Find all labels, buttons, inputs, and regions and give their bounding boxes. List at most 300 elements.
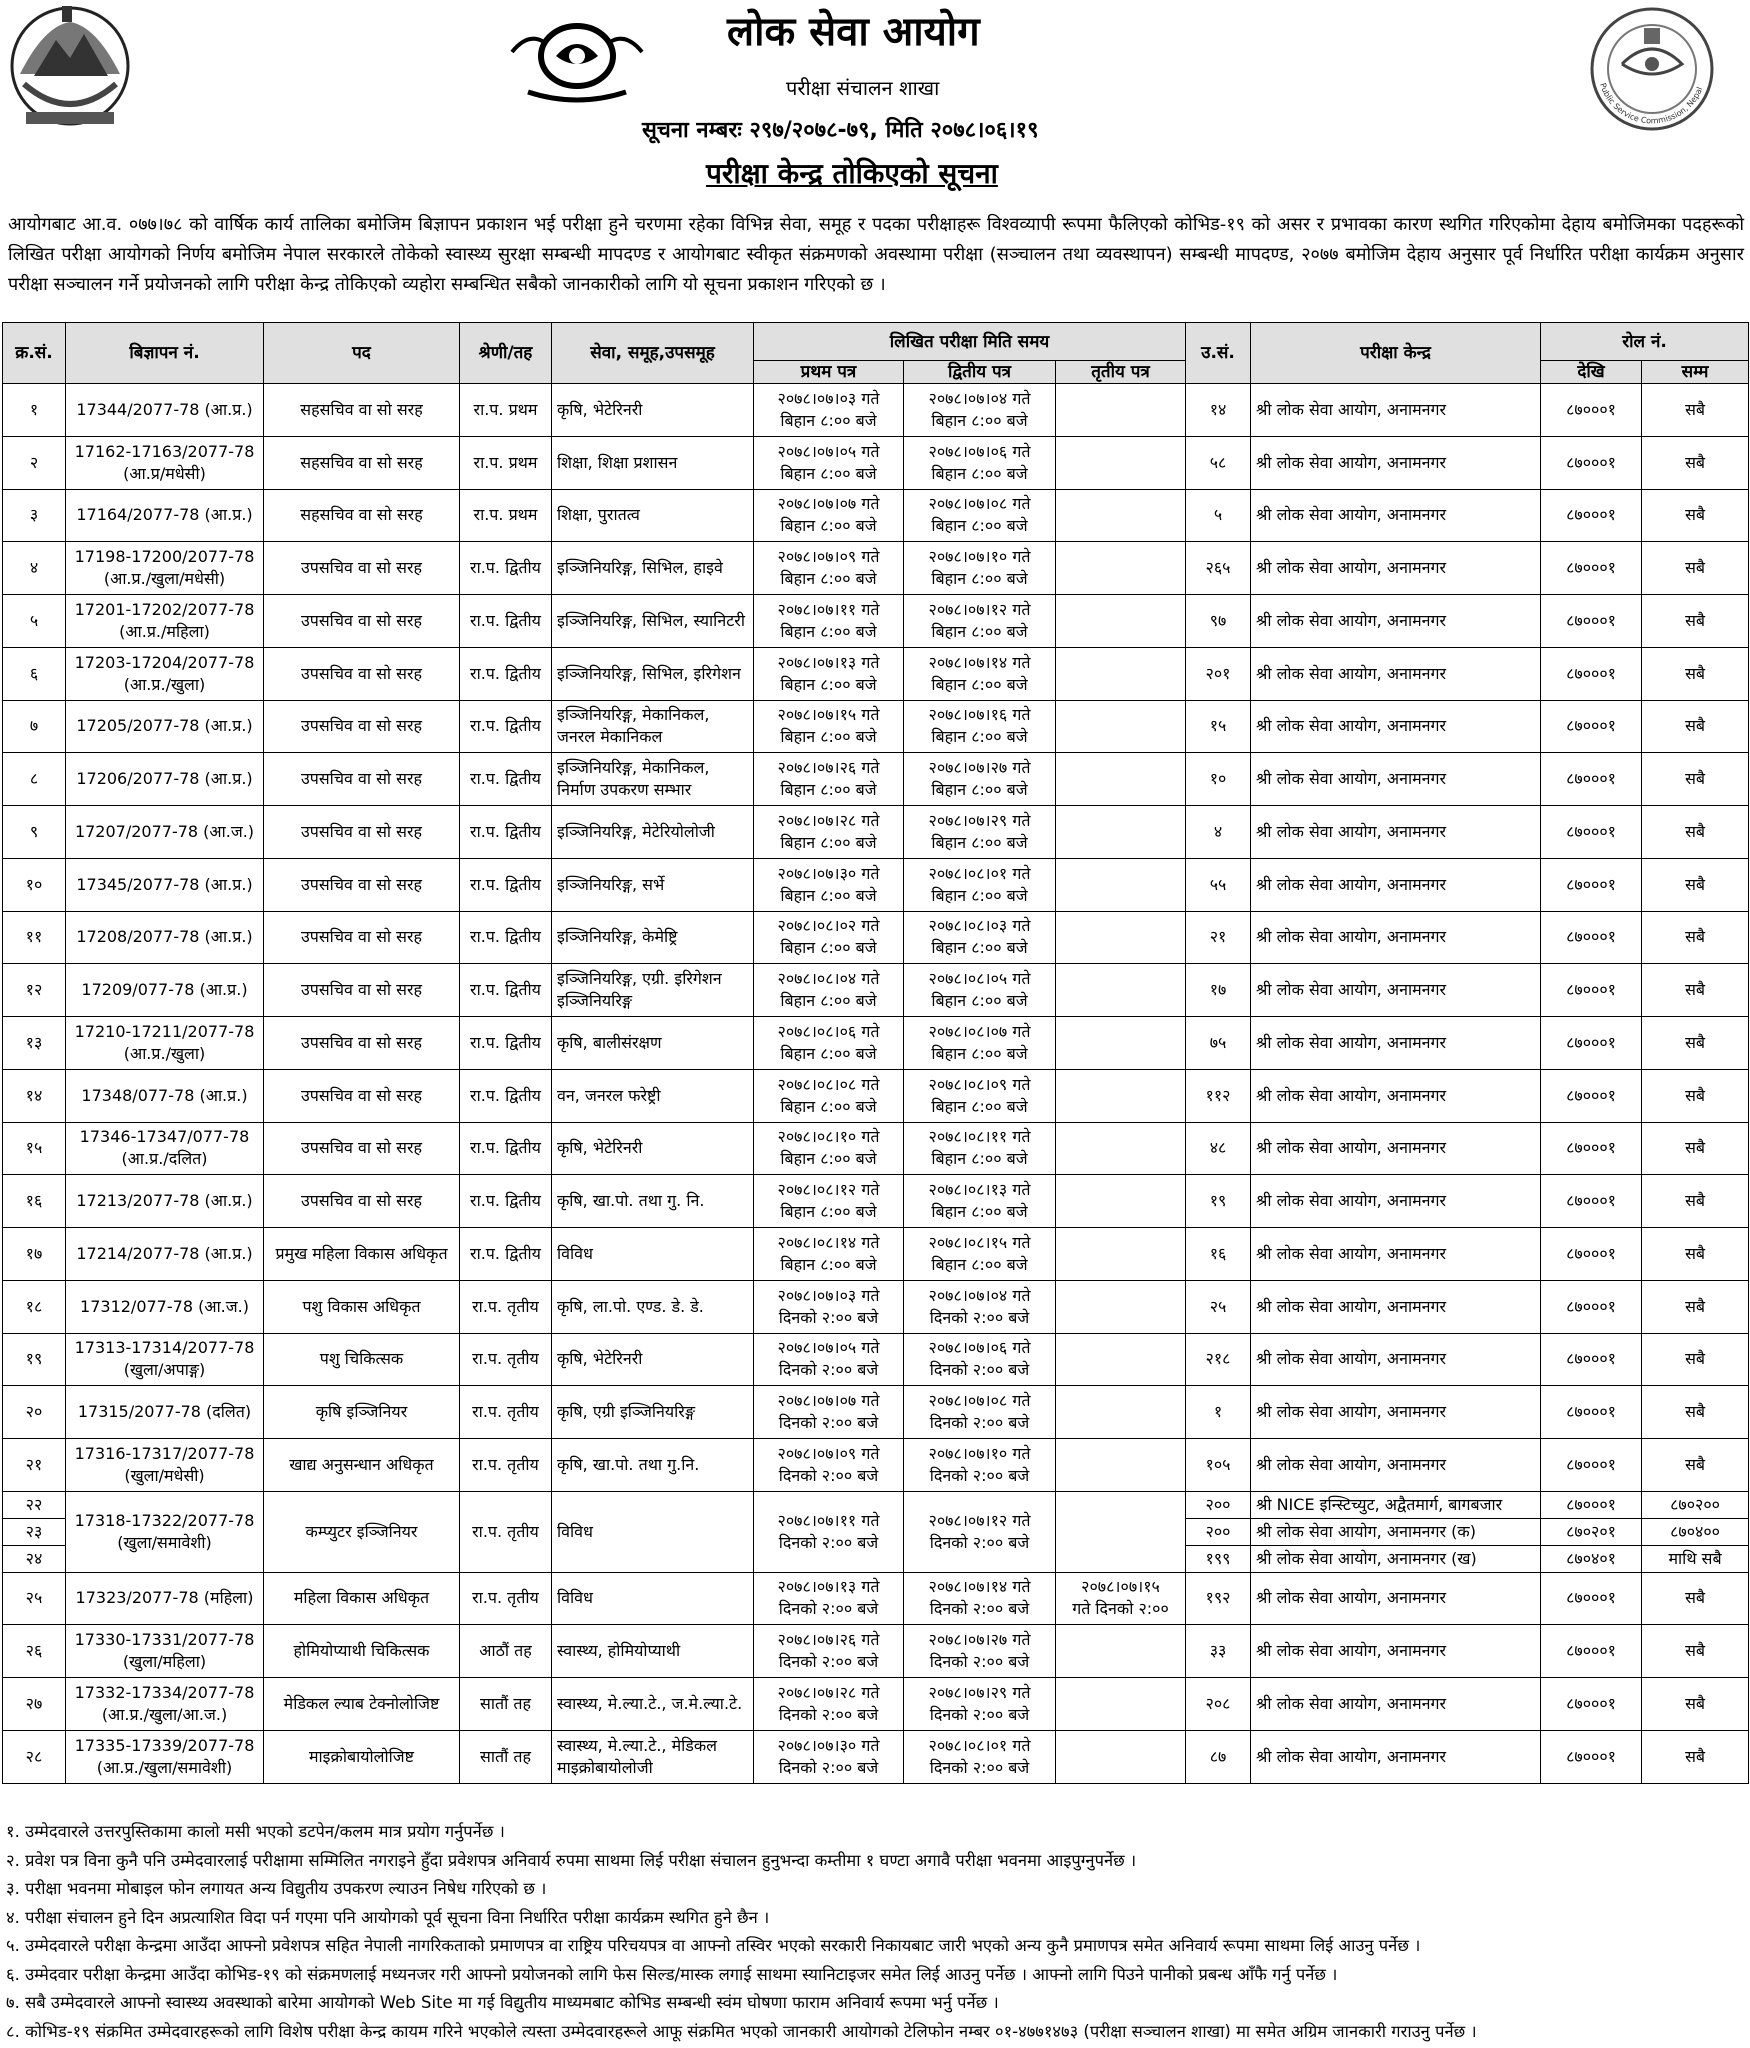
row-level [460, 542, 552, 595]
row-level [460, 489, 552, 542]
row-service-text: स्वास्थ्य, मे.ल्या.टे., ज.मे.ल्या.टे. [557, 1693, 743, 1713]
note-item: १. उम्मेदवारले उत्तरपुस्तिकामा कालो मसी भएको डटपेन/कलम मात्र प्रयोग गर्नुपर्नेछ । [6, 1822, 505, 1841]
row-center [1251, 1625, 1541, 1678]
row-center-text: श्री लोक सेवा आयोग, अनामनगर [1256, 716, 1447, 736]
row-candidates-text: २५ [1209, 1296, 1227, 1316]
row-center-text: श्री लोक सेवा आयोग, अनामनगर [1256, 1243, 1447, 1263]
row-ad-no [66, 753, 264, 806]
row-paper2 [904, 1386, 1056, 1439]
header-ad-no: बिज्ञापन नं. [66, 323, 264, 384]
row-candidates [1186, 1439, 1251, 1492]
row-level [460, 1069, 552, 1122]
row-level [460, 1730, 552, 1783]
row-center [1251, 1678, 1541, 1731]
table-row [3, 1280, 1749, 1333]
row-post-text: उपसचिव वा सो सरह [301, 927, 422, 947]
row-paper1-text: २०७८।०७।०९ गते [777, 1443, 880, 1463]
row-paper1-text: बिहान ८:०० बजे [780, 1254, 877, 1274]
row-roll-to-text: सबै [1685, 1588, 1706, 1608]
row-post [264, 858, 460, 911]
row-center-text: श्री लोक सेवा आयोग, अनामनगर [1256, 1191, 1447, 1211]
table-row [3, 1625, 1749, 1678]
row-roll-from-text: ८७०००१ [1566, 1138, 1616, 1158]
row-ad-no-text: 17164/2077-78 (आ.प्र.) [76, 505, 253, 525]
row-sn [3, 964, 66, 1017]
note-item: ७. सबै उम्मेदवारले आफ्नो स्वास्थ्य अवस्थाको बारेमा आयोगको Web Site मा गई विद्युतीय माध्यमबाट कोभिड सम्बन्धी स्वंम घोषणा फाराम अनिवार्य रूपमा भर्नु पर्नेछ । [6, 1993, 999, 2012]
row-ad-no [66, 1122, 264, 1175]
row-paper1-text: २०७८।०७।०५ गते [777, 1338, 880, 1358]
row-paper1-text: २०७८।०७।२८ गते [777, 1682, 880, 1702]
row-center-text: श्री लोक सेवा आयोग, अनामनगर [1256, 610, 1447, 630]
table-row [3, 1730, 1749, 1783]
row-roll-from [1541, 1280, 1642, 1333]
row-ad-no [66, 1439, 264, 1492]
row-roll-to-text: सबै [1685, 558, 1706, 578]
row-level [460, 595, 552, 648]
row-ad-no [66, 1069, 264, 1122]
row-candidates [1186, 1122, 1251, 1175]
table-row [3, 1228, 1749, 1281]
row-roll-from-text: ८७०००१ [1566, 505, 1616, 525]
row-paper1-text: २०७८।०७।०३ गते [777, 1285, 880, 1305]
row-ad-no [66, 647, 264, 700]
row-paper2-text: बिहान ८:०० बजे [931, 991, 1028, 1011]
row-roll-to [1642, 542, 1749, 595]
row-paper3 [1056, 1439, 1186, 1492]
row-service-text: कृषि, भेटेरिनरी [557, 399, 643, 419]
row-level-text: सातौं तह [480, 1746, 531, 1766]
row-paper1 [754, 436, 904, 489]
row-paper2-text: २०७८।०७।१६ गते [928, 705, 1031, 725]
row-paper2 [904, 1491, 1056, 1572]
row-center-text: श्री लोक सेवा आयोग, अनामनगर [1256, 821, 1447, 841]
row-paper1 [754, 489, 904, 542]
nepal-emblem-icon [4, 4, 136, 132]
row-roll-from-text: ८७०००१ [1566, 1693, 1616, 1713]
row-center [1251, 436, 1541, 489]
row-level [460, 1439, 552, 1492]
row-post-text: उपसचिव वा सो सरह [301, 980, 422, 1000]
row-center [1251, 1333, 1541, 1386]
row-center [1251, 964, 1541, 1017]
row-candidates-text: २०८ [1205, 1693, 1231, 1713]
row-paper2-text: २०७८।०७।२९ गते [928, 1682, 1031, 1702]
row-level-text: आठौं तह [479, 1641, 532, 1661]
row-candidates-text: १६ [1209, 1243, 1227, 1263]
row-sn-text: ६ [29, 663, 39, 683]
row-roll-from-text: ८७०००१ [1566, 1032, 1616, 1052]
row-paper3 [1056, 1572, 1186, 1625]
row-paper3 [1056, 489, 1186, 542]
row-sn-text: १३ [25, 1032, 43, 1052]
row-paper2 [904, 911, 1056, 964]
row-level [460, 911, 552, 964]
row-paper2 [904, 1572, 1056, 1625]
row-roll-to-text: सबै [1685, 1243, 1706, 1263]
row-roll-to [1642, 1678, 1749, 1731]
row-ad-no [66, 489, 264, 542]
exam-center-table [2, 322, 1749, 1784]
row-level [460, 1625, 552, 1678]
row-paper2-text: बिहान ८:०० बजे [931, 569, 1028, 589]
row-roll-from-text: ८७०००१ [1566, 663, 1616, 683]
row-paper1-text: दिनको २:०० बजे [778, 1532, 879, 1552]
row-post-text: उपसचिव वा सो सरह [301, 769, 422, 789]
row-center [1251, 858, 1541, 911]
header-written-exam: लिखित परीक्षा मिति समय [754, 323, 1186, 361]
row-sn-text: २६ [25, 1641, 43, 1661]
row-roll-to [1642, 1175, 1749, 1228]
row-paper2 [904, 1069, 1056, 1122]
row-level [460, 1491, 552, 1572]
row-sn [3, 1280, 66, 1333]
row-paper1 [754, 1678, 904, 1731]
row-candidates [1186, 384, 1251, 437]
row-candidates [1186, 700, 1251, 753]
row-candidates-text: ८७ [1209, 1746, 1227, 1766]
row-roll-to [1642, 1069, 1749, 1122]
header-sn: क्र.सं. [3, 323, 66, 384]
row-paper2 [904, 1625, 1056, 1678]
row-ad-no [66, 384, 264, 437]
row-paper3 [1056, 1730, 1186, 1783]
row-center-text: श्री लोक सेवा आयोग, अनामनगर [1256, 1032, 1447, 1052]
row-paper1-text: २०७८।०७।११ गते [777, 599, 880, 619]
row-sn-text: १२ [25, 980, 43, 1000]
row-paper2-text: बिहान ८:०० बजे [931, 516, 1028, 536]
row-service-text: इञ्जिनियरिङ्ग, एग्री. इरिगेशन इञ्जिनियरिङ्ग [557, 969, 722, 1011]
row-post [264, 1730, 460, 1783]
row-level [460, 753, 552, 806]
row-post-text: उपसचिव वा सो सरह [301, 1085, 422, 1105]
row-post-text: सहसचिव वा सो सरह [300, 399, 423, 419]
row-roll-to-text: सबै [1685, 452, 1706, 472]
row-roll-to [1642, 1730, 1749, 1783]
row-candidates-text: ११२ [1205, 1085, 1231, 1105]
row-ad-no-text: 17312/077-78 (आ.ज.) [80, 1296, 249, 1316]
row-post [264, 489, 460, 542]
row-level-text: रा.प. तृतीय [472, 1402, 539, 1422]
row-paper2-text: २०७८।०७।०४ गते [928, 388, 1031, 408]
row-level-text: रा.प. द्वितीय [470, 1243, 541, 1263]
row-roll-to [1642, 436, 1749, 489]
row-paper3 [1056, 753, 1186, 806]
row-paper1-text: २०७८।०७।०९ गते [777, 547, 880, 567]
row-sn-text: २३ [25, 1521, 43, 1541]
row-paper2 [904, 542, 1056, 595]
row-center [1251, 806, 1541, 859]
row-center [1251, 647, 1541, 700]
notice-title: परीक्षा केन्द्र तोकिएको सूचना [706, 157, 998, 190]
row-paper1 [754, 1228, 904, 1281]
row-ad-no [66, 806, 264, 859]
row-sn-text: १७ [25, 1243, 43, 1263]
row-paper2 [904, 1439, 1056, 1492]
row-roll-to [1642, 1228, 1749, 1281]
row-level-text: रा.प. तृतीय [472, 1349, 539, 1369]
row-paper2-text: बिहान ८:०० बजे [931, 780, 1028, 800]
row-sn-text: २ [29, 452, 39, 472]
row-service-text: कृषि, बालीसंरक्षण [557, 1032, 662, 1052]
row-sn [3, 1625, 66, 1678]
row-sn-text: २२ [25, 1494, 43, 1514]
row-roll-to-text: ८७०४०० [1670, 1521, 1720, 1541]
row-service [552, 436, 754, 489]
row-candidates-text: १०५ [1205, 1454, 1231, 1474]
row-paper1-text: २०७८।०८।१० गते [777, 1127, 880, 1147]
row-paper3 [1056, 647, 1186, 700]
row-paper2-text: २०७८।०७।१४ गते [928, 1577, 1031, 1597]
row-candidates [1186, 1625, 1251, 1678]
row-post [264, 1280, 460, 1333]
row-ad-no [66, 1491, 264, 1572]
row-paper1 [754, 1069, 904, 1122]
row-paper3-text: गते दिनको २:०० [1072, 1599, 1169, 1619]
row-sn [3, 700, 66, 753]
row-paper2-text: २०७८।०८।०९ गते [928, 1074, 1031, 1094]
org-name: लोक सेवा आयोग [727, 9, 980, 55]
row-paper2-text: २०७८।०७।२७ गते [928, 758, 1031, 778]
row-candidates-text: ७५ [1209, 1032, 1227, 1052]
row-post [264, 964, 460, 1017]
row-paper2-text: दिनको २:०० बजे [929, 1532, 1030, 1552]
row-sn [3, 384, 66, 437]
row-sn-text: ११ [25, 927, 43, 947]
row-paper2 [904, 436, 1056, 489]
row-post-text: उपसचिव वा सो सरह [301, 1191, 422, 1211]
row-sn [3, 1386, 66, 1439]
header-paper1: प्रथम पत्र [754, 361, 904, 384]
row-paper1 [754, 1572, 904, 1625]
row-candidates-text: २१ [1209, 927, 1227, 947]
row-center-text: श्री लोक सेवा आयोग, अनामनगर (ख) [1256, 1548, 1477, 1568]
row-paper2-text: बिहान ८:०० बजे [931, 1202, 1028, 1222]
table-row [3, 753, 1749, 806]
row-roll-from [1541, 384, 1642, 437]
row-paper3 [1056, 1333, 1186, 1386]
row-sn-text: ५ [29, 610, 39, 630]
row-roll-from [1541, 1439, 1642, 1492]
row-paper2-text: २०७८।०८।११ गते [928, 1127, 1031, 1147]
note-item: ३. परीक्षा भवनमा मोबाइल फोन लगायत अन्य विद्युतीय उपकरण ल्याउन निषेध गरिएको छ । [6, 1879, 547, 1898]
row-candidates-text: २६५ [1205, 558, 1231, 578]
table-row [3, 911, 1749, 964]
row-roll-to-text: सबै [1685, 1138, 1706, 1158]
row-post-text: उपसचिव वा सो सरह [301, 610, 422, 630]
row-roll-from-text: ८७०००१ [1566, 1641, 1616, 1661]
row-candidates-text: १५ [1209, 716, 1227, 736]
row-post-text: कृषि इञ्जिनियर [315, 1402, 408, 1422]
row-level [460, 1572, 552, 1625]
row-paper3 [1056, 1017, 1186, 1070]
row-roll-to [1642, 964, 1749, 1017]
row-ad-no-text: 17209/077-78 (आ.प्र.) [81, 980, 248, 1000]
row-ad-no [66, 436, 264, 489]
row-level-text: रा.प. तृतीय [472, 1454, 539, 1474]
row-post [264, 700, 460, 753]
row-service [552, 1678, 754, 1731]
row-post [264, 1491, 460, 1572]
row-sn-text: २० [25, 1402, 43, 1422]
row-paper2-text: दिनको २:०० बजे [929, 1360, 1030, 1380]
row-paper1-text: २०७८।०८।०८ गते [777, 1074, 880, 1094]
branch-name: परीक्षा संचालन शाखा [786, 76, 940, 100]
row-roll-to-text: सबै [1685, 1296, 1706, 1316]
header-paper3: तृतीय पत्र [1056, 361, 1186, 384]
row-ad-no-text: 17345/2077-78 (आ.प्र.) [76, 874, 253, 894]
row-post [264, 1678, 460, 1731]
row-sn-text: १५ [25, 1138, 43, 1158]
row-service [552, 806, 754, 859]
row-candidates-text: ३३ [1209, 1641, 1227, 1661]
row-paper1-text: २०७८।०७।१५ गते [777, 705, 880, 725]
row-roll-to-text: सबै [1685, 927, 1706, 947]
row-paper1-text: २०७८।०७।३० गते [777, 1735, 880, 1755]
row-center [1251, 1280, 1541, 1333]
row-roll-to [1642, 1625, 1749, 1678]
row-post-text: मेडिकल ल्याब टेक्नोलोजिष्ट [283, 1693, 440, 1713]
row-center [1251, 753, 1541, 806]
row-center [1251, 911, 1541, 964]
row-candidates [1186, 1228, 1251, 1281]
row-service [552, 1491, 754, 1572]
row-candidates-text: ५ [1213, 505, 1223, 525]
row-sn-text: १८ [25, 1296, 43, 1316]
row-paper3 [1056, 700, 1186, 753]
table-row [3, 858, 1749, 911]
row-paper1-text: बिहान ८:०० बजे [780, 569, 877, 589]
row-paper1-text: बिहान ८:०० बजे [780, 1043, 877, 1063]
row-paper2 [904, 964, 1056, 1017]
row-roll-from [1541, 1069, 1642, 1122]
row-candidates [1186, 595, 1251, 648]
row-sn [3, 489, 66, 542]
row-post [264, 1069, 460, 1122]
row-sn [3, 647, 66, 700]
row-paper2 [904, 647, 1056, 700]
row-center [1251, 1122, 1541, 1175]
row-post-text: माइक्रोबायोलोजिष्ट [308, 1746, 415, 1766]
row-candidates-text: २१८ [1205, 1349, 1231, 1369]
row-paper1 [754, 858, 904, 911]
row-paper1-text: बिहान ८:०० बजे [780, 463, 877, 483]
row-service-text: कृषि, खा.पो. तथा गु.नि. [557, 1454, 700, 1474]
row-candidates-text: १९२ [1205, 1588, 1231, 1608]
row-center-text: श्री लोक सेवा आयोग, अनामनगर [1256, 874, 1447, 894]
row-paper3 [1056, 1678, 1186, 1731]
row-paper2 [904, 1122, 1056, 1175]
row-post [264, 1572, 460, 1625]
row-roll-from [1541, 911, 1642, 964]
row-service-text: इञ्जिनियरिङ्ग, मेटेरियोलोजी [557, 821, 715, 841]
row-roll-to [1642, 1518, 1749, 1545]
table-row [3, 1122, 1749, 1175]
row-paper1-text: बिहान ८:०० बजे [780, 727, 877, 747]
row-service-text: विविध [557, 1243, 593, 1263]
row-paper2-text: बिहान ८:०० बजे [931, 1149, 1028, 1169]
row-service-text: कृषि, ला.पो. एण्ड. डे. डे. [557, 1296, 704, 1316]
row-paper3 [1056, 964, 1186, 1017]
row-service [552, 1386, 754, 1439]
row-center [1251, 1572, 1541, 1625]
row-roll-to-text: सबै [1685, 1746, 1706, 1766]
row-service [552, 1069, 754, 1122]
row-ad-no-text: 17313-17314/2077-78 (खुला/अपाङ्ग) [74, 1338, 255, 1380]
row-center-text: श्री लोक सेवा आयोग, अनामनगर [1256, 1402, 1447, 1422]
row-ad-no-text: 17201-17202/2077-78 (आ.प्र./महिला) [74, 599, 255, 641]
table-row [3, 1333, 1749, 1386]
row-paper1 [754, 700, 904, 753]
note-item: २. प्रवेश पत्र विना कुनै पनि उम्मेदवारलाई परीक्षामा सम्मिलित नगराइने हुँदा प्रवेशपत्र अनिवार्य रुपमा साथमा लिई परीक्षा संचालन हुनुभन्दा कम्तीमा १ घण्टा अगावै परीक्षा भवनमा आइपुग्नुपर्नेछ । [6, 1850, 1137, 1870]
row-ad-no-text: 17207/2077-78 (आ.ज.) [74, 821, 255, 841]
row-roll-to-text: सबै [1685, 1693, 1706, 1713]
row-ad-no-text: 17344/2077-78 (आ.प्र.) [76, 399, 253, 419]
row-service-text: इञ्जिनियरिङ्ग, सर्भे [557, 874, 665, 894]
row-candidates [1186, 1545, 1251, 1572]
row-roll-from [1541, 542, 1642, 595]
row-roll-to [1642, 1333, 1749, 1386]
row-paper1 [754, 1017, 904, 1070]
row-roll-to-text: ८७०२०० [1670, 1494, 1720, 1514]
row-roll-from-text: ८७०००१ [1566, 558, 1616, 578]
row-roll-to-text: सबै [1685, 980, 1706, 1000]
row-service [552, 1572, 754, 1625]
row-center-text: श्री लोक सेवा आयोग, अनामनगर (क) [1256, 1521, 1476, 1541]
row-ad-no [66, 542, 264, 595]
row-service [552, 1625, 754, 1678]
row-paper2-text: २०७८।०७।१४ गते [928, 652, 1031, 672]
row-paper3 [1056, 1491, 1186, 1572]
header-center: परीक्षा केन्द्र [1251, 323, 1541, 384]
header-candidates: उ.सं. [1186, 323, 1251, 384]
row-center [1251, 542, 1541, 595]
row-paper1-text: बिहान ८:०० बजे [780, 1149, 877, 1169]
row-paper1-text: बिहान ८:०० बजे [780, 621, 877, 641]
table-row [3, 700, 1749, 753]
row-service-text: विविध [557, 1588, 593, 1608]
row-level-text: रा.प. तृतीय [472, 1521, 539, 1541]
row-paper1 [754, 753, 904, 806]
row-ad-no-text: 17206/2077-78 (आ.प्र.) [76, 769, 253, 789]
row-roll-from-text: ८७०००१ [1566, 610, 1616, 630]
row-paper2-text: २०७८।०७।१० गते [928, 547, 1031, 567]
row-roll-from-text: ८७०००१ [1566, 1243, 1616, 1263]
row-post [264, 384, 460, 437]
row-paper3 [1056, 595, 1186, 648]
row-paper1-text: बिहान ८:०० बजे [780, 410, 877, 430]
row-paper2-text: २०७८।०८।०१ गते [928, 1735, 1031, 1755]
row-sn-text: १६ [25, 1191, 43, 1211]
row-sn-text: १४ [25, 1085, 43, 1105]
row-service-text: शिक्षा, शिक्षा प्रशासन [557, 452, 678, 472]
row-center-text: श्री लोक सेवा आयोग, अनामनगर [1256, 980, 1447, 1000]
row-post-text: उपसचिव वा सो सरह [301, 821, 422, 841]
row-center [1251, 1386, 1541, 1439]
table-row [3, 1439, 1749, 1492]
table-row [3, 384, 1749, 437]
row-sn-text: २५ [25, 1588, 43, 1608]
row-paper3 [1056, 858, 1186, 911]
row-ad-no-text: 17198-17200/2077-78 (आ.प्र./खुला/मधेसी) [74, 547, 255, 589]
row-service-text: इञ्जिनियरिङ्ग, सिभिल, हाइवे [557, 558, 723, 578]
row-service-text: वन, जनरल फरेष्ट्री [557, 1085, 661, 1105]
row-candidates-text: २०० [1205, 1521, 1231, 1541]
row-sn [3, 858, 66, 911]
row-sn-text: २१ [25, 1454, 43, 1474]
row-candidates-text: १७ [1209, 980, 1227, 1000]
row-roll-to [1642, 1572, 1749, 1625]
row-paper1-text: २०७८।०७।२६ गते [777, 758, 880, 778]
